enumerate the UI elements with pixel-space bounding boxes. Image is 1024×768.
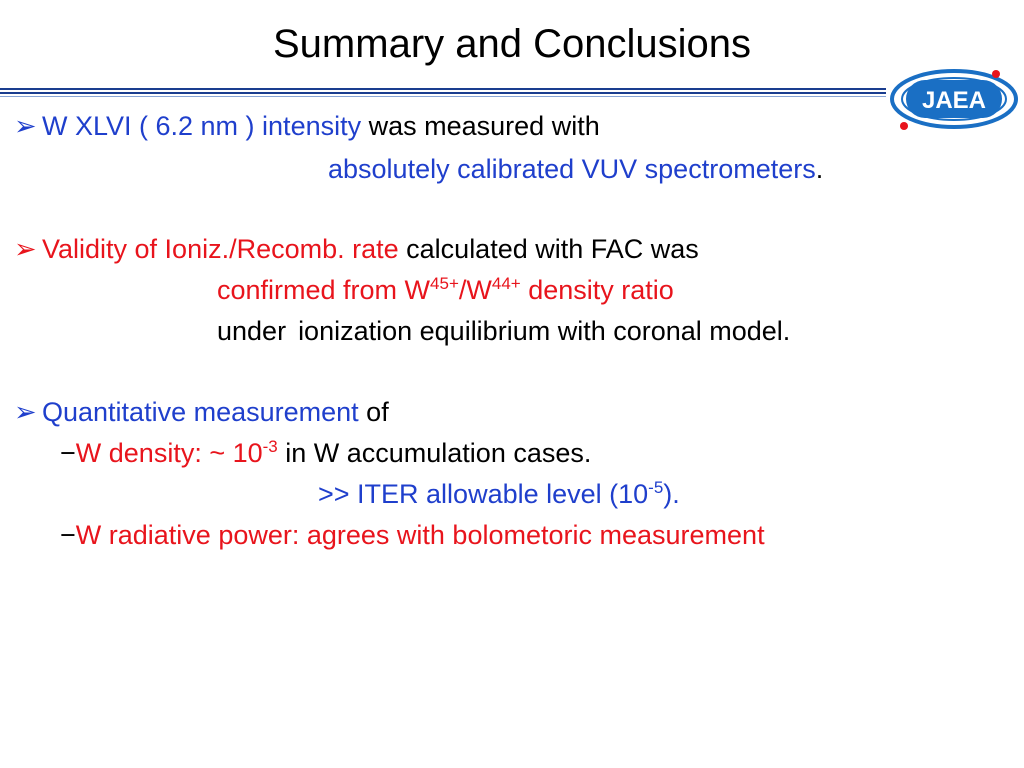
- sub-bullet-1-w: W: [75, 438, 102, 468]
- dash-icon: −: [60, 520, 76, 550]
- logo-text: JAEA: [921, 87, 987, 114]
- sub-bullet-1-text: in W accumulation cases.: [277, 438, 592, 468]
- bullet-3-line-1: [14, 395, 389, 429]
- bullet-2-line-2: [217, 273, 674, 307]
- sub-bullet-1-density: density: ~ 10: [101, 438, 263, 468]
- bullet-2-ratio-c: density ratio: [520, 275, 674, 305]
- bullet-2-text: calculated with FAC was: [398, 234, 699, 264]
- bullet-1-text: was measured with: [361, 111, 600, 141]
- header-rule: [0, 92, 886, 94]
- header-rule: [0, 88, 886, 90]
- bullet-1-highlight: W XLVI ( 6.2 nm ) intensity: [42, 111, 362, 141]
- sub-bullet-2-w: W: [75, 520, 102, 550]
- bullet-1-highlight-2: absolutely calibrated VUV spectrometers: [328, 154, 816, 184]
- bullet-2-line-3: [217, 314, 790, 348]
- arrow-bullet-icon: ➢: [14, 234, 37, 264]
- bullet-3-highlight: Quantitative measurement: [42, 397, 359, 427]
- bullet-1-line-2: [328, 152, 823, 186]
- bullet-1-period: .: [815, 154, 824, 184]
- bullet-2-highlight: Validity of Ioniz./Recomb. rate: [42, 234, 399, 264]
- bullet-2-ratio-a: confirmed from W: [217, 275, 431, 305]
- bullet-2-under: under: [217, 316, 287, 346]
- bullet-2-sup-2: 44+: [491, 274, 521, 293]
- sub-bullet-2-text: radiative power: agrees with bolometoric measurement: [101, 520, 765, 550]
- bullet-1-line-1: [14, 109, 600, 143]
- iter-level-sup: -5: [648, 478, 664, 497]
- iter-level: >> ITER allowable level (10: [318, 479, 649, 509]
- bullet-2-ratio-b: /W: [458, 275, 492, 305]
- bullet-2-line-1: [14, 232, 699, 266]
- dash-icon: −: [60, 438, 76, 468]
- sub-bullet-2: [60, 518, 765, 552]
- sub-bullet-1: [60, 436, 591, 470]
- bullet-3-text: of: [358, 397, 389, 427]
- iter-level-end: ).: [663, 479, 680, 509]
- jaea-logo: [884, 64, 1024, 134]
- sub-bullet-1-iter: [318, 477, 680, 511]
- sub-bullet-1-sup: -3: [262, 437, 278, 456]
- bullet-2-sup-1: 45+: [430, 274, 459, 293]
- bullet-2-equilibrium: ionization equilibrium with coronal model.: [298, 316, 791, 346]
- arrow-bullet-icon: ➢: [14, 111, 37, 141]
- arrow-bullet-icon: ➢: [14, 397, 37, 427]
- header-rule: [0, 96, 886, 97]
- slide-title: Summary and Conclusions: [273, 22, 751, 66]
